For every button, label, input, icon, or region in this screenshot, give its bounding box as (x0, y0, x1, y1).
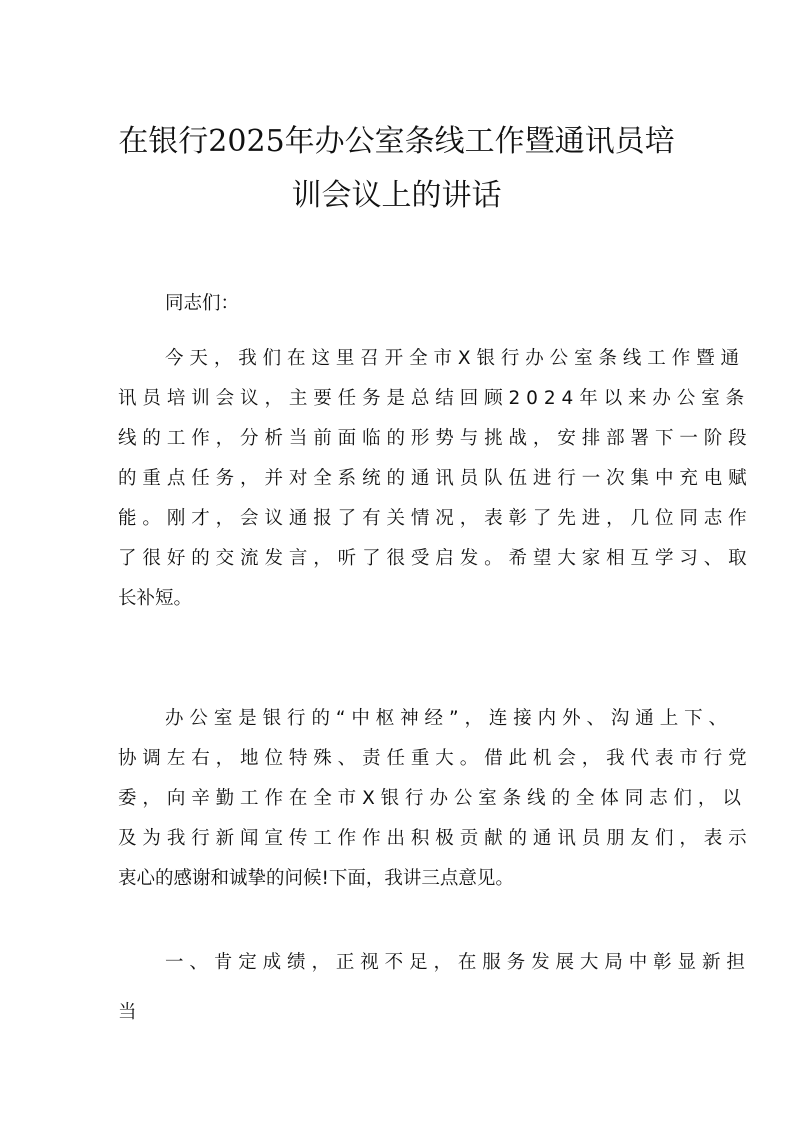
paragraph-1-line-5: 能 。 刚 才 ， 会 议 通 报 了 有 关 情 况 ， 表 彰 了 先 进 ， 几 位 同 志 作 (118, 508, 747, 529)
title-line-1: 在银行2025年办公室条线工作暨通讯员培 (118, 124, 675, 159)
paragraph-1-line-7: 长补短。 (118, 588, 193, 609)
paragraph-2-line-1: 办 公 室 是 银 行 的 “ 中 枢 神 经 ” ， 连 接 内 外 、 沟 通 上 下 、 (165, 708, 728, 729)
title-line-2: 训会议上的讲话 (291, 178, 502, 213)
paragraph-1-line-4: 的 重 点 任 务 ， 并 对 全 系 统 的 通 讯 员 队 伍 进 行 一 次 集 中 充 电 赋 (118, 468, 747, 489)
document-title (100, 118, 693, 220)
paragraph-2-line-4: 及 为 我 行 新 闻 宣 传 工 作 作 出 积 极 贡 献 的 通 讯 员 朋 友 们 ， 表 示 (118, 828, 747, 849)
paragraph-2-line-2: 协 调 左 右 ， 地 位 特 殊 、 责 任 重 大 。 借 此 机 会 ， 我 代 表 市 行 党 (118, 748, 747, 769)
paragraph-1-line-1: 今 天 ， 我 们 在 这 里 召 开 全 市 X 银 行 办 公 室 条 线 工 作 暨 通 (165, 348, 740, 369)
paragraph-1-line-3: 线 的 工 作 ， 分 析 当 前 面 临 的 形 势 与 挑 战 ， 安 排 部 署 下 一 阶 段 (118, 428, 747, 449)
paragraph-1-line-2: 讯 员 培 训 会 议 ， 主 要 任 务 是 总 结 回 顾 2 0 2 4 年 以 来 办 公 室 条 (118, 388, 745, 409)
paragraph-1-line-6: 了 很 好 的 交 流 发 言 ， 听 了 很 受 启 发 。 希 望 大 家 相 互 学 习 、 取 (118, 548, 747, 569)
salutation: 同志们： (165, 293, 240, 314)
paragraph-2-line-3: 委 ， 向 辛 勤 工 作 在 全 市 X 银 行 办 公 室 条 线 的 全 体 同 志 们 ， 以 (118, 788, 741, 809)
section-heading-1-line-1: 一 、 肯 定 成 绩 ， 正 视 不 足 ， 在 服 务 发 展 大 局 中 彰 显 新 担 (165, 952, 745, 973)
section-heading-1-line-2: 当 (118, 1002, 137, 1023)
paragraph-2-line-5: 衷心的感谢和诚挚的问候!下面，我讲三点意见。 (118, 868, 514, 889)
